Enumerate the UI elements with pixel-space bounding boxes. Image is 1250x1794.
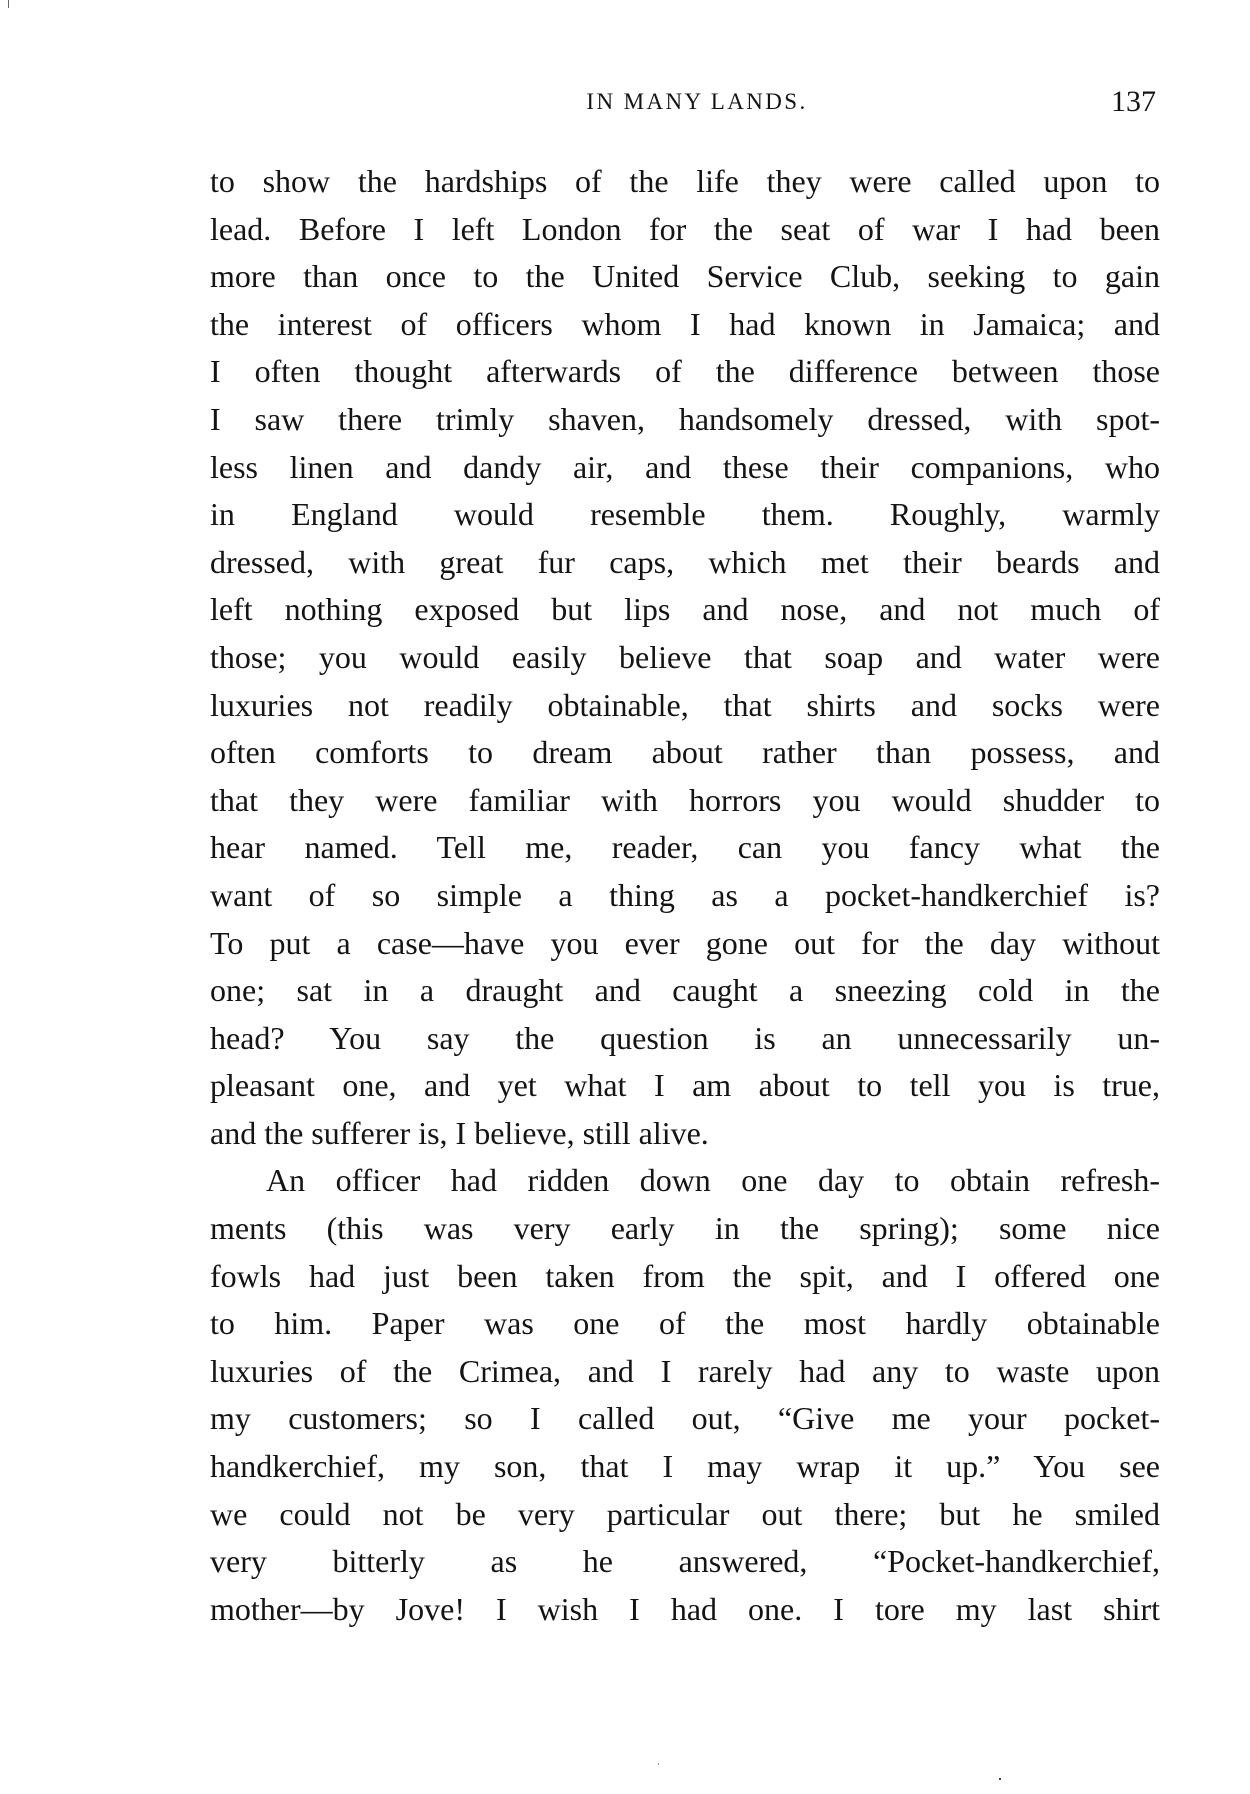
text-line: that they were familiar with horrors you would shudder to bbox=[210, 781, 1160, 818]
text-line: to him. Paper was one of the most hardly obtainable bbox=[210, 1305, 1160, 1342]
text-line: handkerchief, my son, that I may wrap it up.” You see bbox=[210, 1448, 1160, 1485]
text-line: pleasant one, and yet what I am about to tell you is true, bbox=[210, 1067, 1160, 1104]
text-line: luxuries of the Crimea, and I rarely had any to waste upon bbox=[210, 1352, 1160, 1389]
text-line: I saw there trimly shaven, handsomely dressed, with spot- bbox=[210, 400, 1160, 437]
text-line: we could not be very particular out there; but he smiled bbox=[210, 1495, 1160, 1532]
text-line: I often thought afterwards of the difference between those bbox=[210, 353, 1160, 390]
text-line: one; sat in a draught and caught a sneezing cold in the bbox=[210, 972, 1160, 1009]
text-line: often comforts to dream about rather than possess, and bbox=[210, 734, 1160, 771]
text-line: ments (this was very early in the spring); some nice bbox=[210, 1210, 1160, 1247]
text-line: less linen and dandy air, and these their companions, who bbox=[210, 448, 1160, 485]
text-line: head? You say the question is an unnecessarily un- bbox=[210, 1019, 1160, 1056]
text-line: hear named. Tell me, reader, can you fancy what the bbox=[210, 829, 1160, 866]
text-line: luxuries not readily obtainable, that shirts and socks were bbox=[210, 686, 1160, 723]
text-line: To put a case—have you ever gone out for the day without bbox=[210, 924, 1160, 961]
text-line: and the sufferer is, I believe, still alive. bbox=[210, 1114, 709, 1151]
text-line: fowls had just been taken from the spit, and I offered one bbox=[210, 1257, 1160, 1294]
text-line: in England would resemble them. Roughly, warmly bbox=[210, 496, 1160, 533]
text-line: very bitterly as he answered, “Pocket-handkerchief, bbox=[210, 1543, 1160, 1580]
text-line: those; you would easily believe that soap and water were bbox=[210, 638, 1160, 675]
text-line: mother—by Jove! I wish I had one. I tore my last shirt bbox=[210, 1590, 1160, 1627]
text-line: An officer had ridden down one day to obtain refresh- bbox=[266, 1162, 1160, 1199]
text-line: dressed, with great fur caps, which met their beards and bbox=[210, 543, 1160, 580]
text-line: want of so simple a thing as a pocket-handkerchief is? bbox=[210, 876, 1160, 913]
text-line: to show the hardships of the life they were called upon to bbox=[210, 163, 1160, 199]
text-line: lead. Before I left London for the seat of war I had been bbox=[210, 210, 1160, 247]
text-line: the interest of officers whom I had known in Jamaica; and bbox=[210, 305, 1160, 342]
text-line: more than once to the United Service Club, seeking to gain bbox=[210, 258, 1160, 295]
text-line: left nothing exposed but lips and nose, and not much of bbox=[210, 591, 1160, 628]
running-title: IN MANY LANDS. bbox=[586, 89, 808, 114]
text-line: my customers; so I called out, “Give me your pocket- bbox=[210, 1400, 1160, 1437]
page-number: 137 bbox=[1111, 85, 1156, 118]
